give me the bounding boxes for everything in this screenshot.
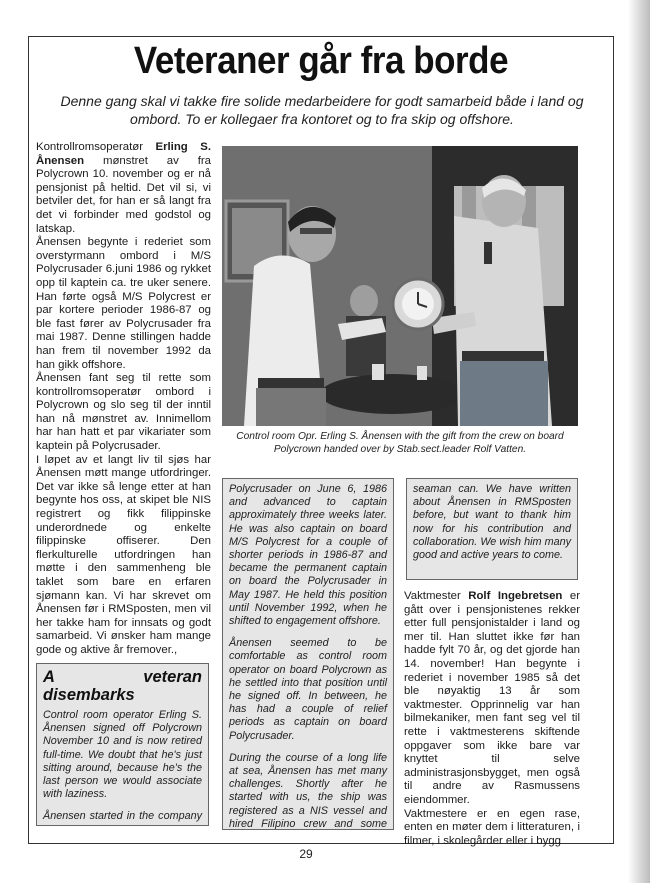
article-deck: Denne gang skal vi takke fire solide medarbeidere for godt samarbeid både i land og ombord. To er kollegaer fra kontoret og to fra skip og offshore. bbox=[60, 93, 584, 127]
left-paragraph-2: Ånensen begynte i rederiet som overstyrmann ombord i M/S Polycrusader 6.juni 1986 og rykket opp til kaptein ca. tre uker senere. Han førte også M/S Polycrest er par kortere perioder 1986-87 og ble fast fører av Polycrusader fra mai 1987. Denne stillingen hadde han frem til november 1992 da han gikk offshore. bbox=[36, 236, 211, 371]
left-column bbox=[36, 141, 211, 658]
right-lead-text: Vaktmester bbox=[404, 590, 461, 602]
english-middle-paragraph-3: During the course of a long life at sea, Ånensen has met many challenges. Shortly after he started with us, the ship was registered as a NIS vessel and hired Filipino crew and some bbox=[229, 751, 387, 830]
english-left-paragraph-2: Ånensen started in the company bbox=[43, 810, 202, 823]
article-photo bbox=[222, 146, 578, 426]
article-headline: Veteraner går fra borde bbox=[133, 40, 509, 82]
english-middle-paragraph-2: Ånensen seemed to be comfortable as control room operator on board Polycrown as he settled into that position until he signed off. In between, he has had a couple of relief periods as captain on board Polycrusader. bbox=[229, 637, 387, 742]
left-paragraph-3: Ånensen fant seg til rette som kontrollromsoperatør ombord i Polycrown og slo seg til der inntil han nå mønstret av. Innimellom har han hatt et par vikariater som kaptein på Polycrusader. bbox=[36, 372, 211, 453]
left-lead-text: Kontrollromsoperatør bbox=[36, 141, 143, 153]
english-right-paragraph-1: seaman can. We have written about Ånensen in RMSposten before, but want to thank him now for his contribution and collaboration. We wish him many good and active years to come. bbox=[413, 483, 571, 562]
left-paragraph-1-rest: mønstret av fra Polycrown 10. november og er nå pensjonist på heltid. Det vil si, vi betviler det, for han er så langt fra det vi forbinder med godstol og latskap. bbox=[36, 154, 211, 235]
english-middle-paragraph-1: Polycrusader on June 6, 1986 and advanced to captain approximately three weeks later. He was also captain on board M/S Polycrest for a couple of shorter periods in 1986-87 and became the permanent captain on board the Polycrusader in May 1987. He held this position until November 1992, when he shifted to engagement offshore. bbox=[229, 483, 387, 628]
left-lead-name: Erling S. Ånensen bbox=[36, 141, 212, 167]
right-paragraph-1 bbox=[404, 590, 580, 808]
english-summary-box-left bbox=[36, 663, 209, 826]
english-summary-title: A veteran disembarks bbox=[43, 668, 202, 704]
english-summary-box-right bbox=[406, 478, 578, 580]
right-paragraph-1-rest: er gått over i pensjonistenes rekker etter full pensjonistalder i land og mer til. Han sluttet ikke før han hadde fylt 70 år, og det gjorde han 14. november! Han begynte i rederiet i november 1985 så det ble nøyaktig 13 år som vaktmester. Opprinnelig var han bilmekaniker, men fant seg vel til rette i vaktmesterens skiftende oppgaver som ikke bare var knyttet til selve administrasjonsbygget, men også til andre av Rasmussens eiendommer. bbox=[404, 590, 581, 806]
photo-caption: Control room Opr. Erling S. Ånensen with the gift from the crew on board Polycrown handed over by Stab.sect.leader Rolf Vatten. bbox=[236, 431, 564, 455]
page-binding-shadow bbox=[628, 0, 650, 883]
page-number: 29 bbox=[299, 847, 313, 861]
right-lead-name: Rolf Ingebretsen bbox=[468, 590, 563, 602]
left-paragraph-1 bbox=[36, 141, 211, 236]
right-column bbox=[404, 590, 580, 848]
english-summary-box-middle bbox=[222, 478, 394, 830]
photo-illustration bbox=[222, 146, 578, 426]
right-paragraph-2: Vaktmestere er en egen rase, enten en møter dem i litteraturen, i filmer, i skolegårder eller i bygg bbox=[404, 807, 580, 847]
english-left-paragraph-1: Control room operator Erling S. Ånensen signed off Polycrown November 10 and is now retired full-time. We doubt that he's just sitting around, because he's the last person we would associate with laziness. bbox=[43, 709, 202, 801]
left-paragraph-4: I løpet av et langt liv til sjøs har Ånensen møtt mange utfordringer. Det var ikke så lenge etter at han begynte hos oss, at skipet ble NIS registrert og fikk filippinske underordnede og enkelte filippinske offiserer. Den flerkulturelle utfordringen han møtte i den sammenheng ble taklet som bare en erfaren sjømann kan. Vi har skrevet om Ånensen før i RMSposten, men vil her takke ham for innsats og godt samarbeid. Vi ønsker ham mange gode og aktive år fremover., bbox=[36, 453, 211, 656]
